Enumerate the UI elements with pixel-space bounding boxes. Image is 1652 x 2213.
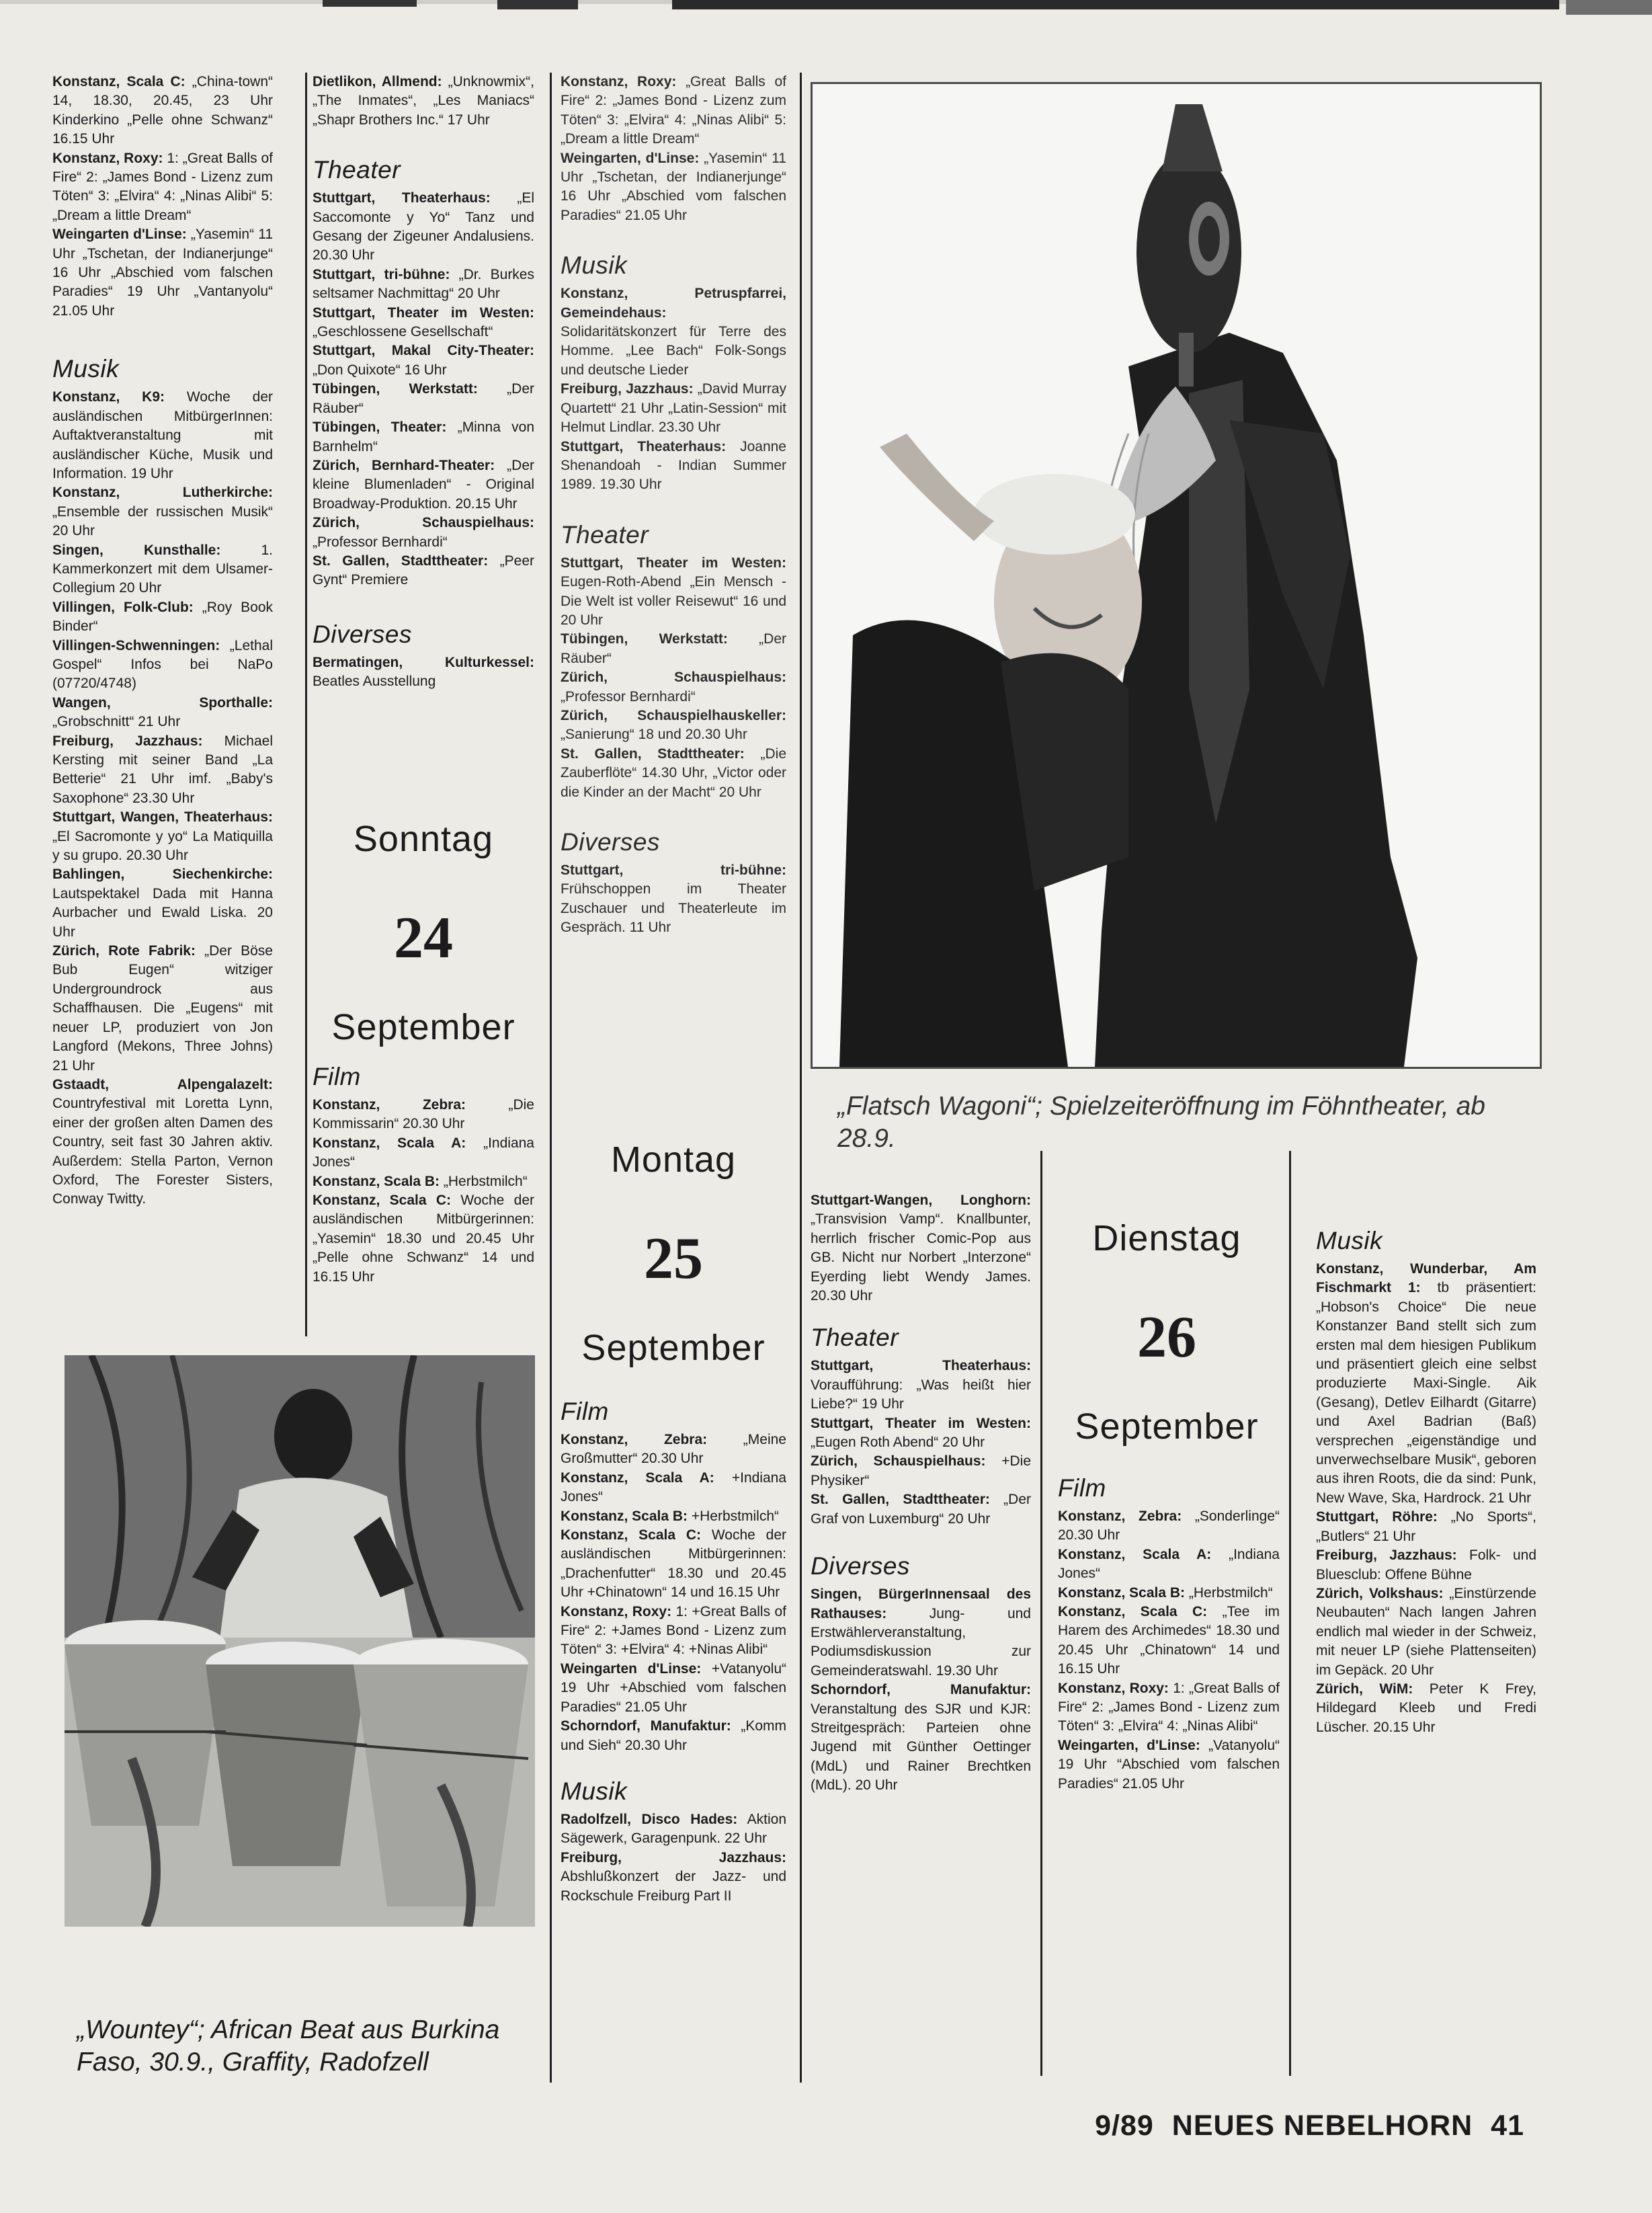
- venue-name: Konstanz, Scala A:: [1058, 1546, 1212, 1562]
- col1-entries-a: [52, 73, 273, 321]
- listing-entry: [561, 1717, 786, 1755]
- event-details: „Der Räuber“: [313, 381, 534, 416]
- venue-name: Stuttgart, Wangen, Theaterhaus:: [52, 809, 273, 826]
- listing-entry: [561, 668, 786, 707]
- event-details: „Roy Book Binder“: [52, 599, 273, 635]
- event-details: 1: „Great Balls of Fire“ 2: „James Bond - Lizenz zum Töten“ 3: „Elvira“ 4: „Ninas Alibi“ 5: „Dream a little Dream“: [52, 150, 273, 223]
- section-heading-musik: Musik: [1316, 1227, 1383, 1254]
- venue-name: Stuttgart, tri-bühne:: [561, 862, 786, 878]
- event-details: „Great Balls of Fire“ 2: „James Bond - Lizenz zum Töten“ 3: „Elvira“ 4: „Ninas Alibi“ 5: „Dream a little Dream“: [561, 74, 786, 147]
- event-details: „Grobschnitt“ 21 Uhr: [52, 714, 181, 730]
- listing-entry: [811, 1452, 1031, 1490]
- event-details: Abshlußkonzert der Jazz- und Rockschule Freiburg Part II: [561, 1869, 786, 1904]
- event-details: „Indiana Jones“: [313, 1135, 534, 1170]
- event-details: „Einstürzende Neubauten“ Nach langen Jahren endlich mal wieder in der Schweiz, mit neuer LP (siehe Plattenseiten) im Gepäck. 20 Uhr: [1316, 1585, 1536, 1678]
- listing-entry: [52, 808, 273, 865]
- venue-name: Tübingen, Werkstatt:: [561, 631, 728, 647]
- listing-entry: [52, 483, 273, 540]
- event-details: +Indiana Jones“: [561, 1470, 787, 1505]
- listing-entry: [811, 1357, 1031, 1414]
- listing-entry: [313, 189, 534, 266]
- listing-entry: [561, 380, 786, 437]
- event-details: „Tee im Harem des Archimedes“ 18.30 und 20.45 Uhr „Chinatown“ 14 und 16.15 Uhr: [1058, 1604, 1280, 1677]
- event-details: „Dr. Burkes seltsamer Nachmittag“ 20 Uhr: [313, 266, 534, 302]
- event-details: „Lethal Gospel“ Infos bei NaPo (07720/4748): [52, 637, 273, 692]
- listing-entry: [561, 1431, 786, 1469]
- drummer-image: [65, 1355, 535, 1927]
- venue-name: Zürich, Schauspielhaus:: [561, 670, 786, 686]
- column-6: [1316, 1228, 1536, 1737]
- column-rule-1: [305, 73, 307, 1336]
- venue-name: Zürich, Bernhard-Theater:: [313, 457, 495, 473]
- event-details: „Herbstmilch“: [440, 1173, 528, 1189]
- section-heading-diverses: Diverses: [561, 828, 660, 856]
- listing-entry: [313, 514, 534, 552]
- listing-entry: [1316, 1508, 1536, 1546]
- day-month: September: [1075, 1406, 1259, 1447]
- venue-name: Stuttgart, tri-bühne:: [313, 266, 450, 282]
- venue-name: Konstanz, Roxy:: [561, 1603, 672, 1619]
- column-rule-3: [800, 73, 802, 2083]
- event-details: „Peer Gynt“ Premiere: [313, 553, 535, 588]
- event-details: Joanne Shenandoah - Indian Summer 1989. 19.30 Uhr: [561, 438, 786, 493]
- listing-entry: [811, 1490, 1031, 1529]
- listing-entry: [313, 1096, 534, 1134]
- event-details: Veranstaltung des SJR und KJR: Streitgespräch: Parteien ohne Jugend mit Günther Oettinger (MdL) und Rainer Brechtken (MdL). 20 Uhr: [811, 1701, 1031, 1794]
- venue-name: St. Gallen, Stadttheater:: [313, 553, 489, 569]
- venue-name: Weingarten d'Linse:: [52, 227, 187, 243]
- listing-entry: [52, 541, 273, 598]
- venue-name: Zürich, Schauspielhauskeller:: [561, 707, 786, 723]
- column-2-film: [313, 1063, 534, 1287]
- venue-name: Weingarten, d'Linse:: [561, 150, 700, 166]
- event-details: „Unknowmix“, „The Inmates“, „Les Maniacs“ „Shapr Brothers Inc.“ 17 Uhr: [313, 74, 534, 128]
- page-footer: [1095, 2109, 1524, 2142]
- col2-entries-a: [313, 73, 534, 130]
- event-details: Peter K Frey, Hildegard Kleeb und Fredi Lüscher. 20.15 Uhr: [1316, 1681, 1537, 1735]
- photo-flatsch-wagoni: [811, 82, 1542, 1069]
- listing-entry: [1316, 1584, 1536, 1680]
- column-3-lower: [561, 1398, 786, 1906]
- event-details: Eugen-Roth-Abend „Ein Mensch - Die Welt ist voller Reisewut“ 16 und 20 Uhr: [561, 574, 786, 628]
- venue-name: Konstanz, Roxy:: [561, 74, 677, 89]
- event-details: „No Sports“, „Butlers“ 21 Uhr: [1316, 1509, 1536, 1544]
- event-details: „Yasemin“ 11 Uhr „Tschetan, der Indianerjunge“ 16 Uhr „Abschied vom falschen Paradies“ 19 Uhr „Vantanyolu“ 21.05 Uhr: [52, 227, 273, 319]
- listing-entry: [313, 1134, 534, 1172]
- col5-entries-a: [1058, 1507, 1280, 1794]
- page-number: 41: [1491, 2109, 1524, 2142]
- event-details: Beatles Ausstellung: [313, 674, 436, 690]
- col3-entries-e: [561, 1431, 786, 1755]
- venue-name: Weingarten d'Linse:: [561, 1660, 702, 1677]
- event-details: „Komm und Sieh“ 20.30 Uhr: [561, 1718, 786, 1753]
- event-details: „Ensemble der russischen Musik“ 20 Uhr: [52, 504, 273, 539]
- event-details: „Vatanyolu“ 19 Uhr “Abschied vom falschen Paradies“ 21.05 Uhr: [1058, 1737, 1280, 1792]
- listing-entry: [313, 380, 534, 418]
- section-heading-diverses: Diverses: [313, 620, 412, 648]
- venue-name: Freiburg, Jazzhaus:: [52, 733, 203, 749]
- day-number: 26: [1137, 1305, 1196, 1370]
- listing-entry: [561, 630, 786, 668]
- venue-name: Villingen-Schwenningen:: [52, 637, 220, 653]
- day-number: 24: [394, 906, 453, 971]
- venue-name: Zürich, WiM:: [1316, 1681, 1413, 1697]
- day-weekday: Dienstag: [1092, 1218, 1241, 1258]
- listing-entry: [313, 1172, 534, 1191]
- column-rule-5: [1289, 1151, 1291, 2076]
- col6-entries-a: [1316, 1260, 1536, 1737]
- event-details: „Herbstmilch“: [1185, 1584, 1273, 1601]
- listing-entry: [1316, 1680, 1536, 1737]
- event-details: 1: +Great Balls of Fire“ 2: +James Bond - Lizenz zum Töten“ 3: +Elvira“ 4: +Ninas Alibi“: [561, 1603, 786, 1658]
- venue-name: Stuttgart, Theaterhaus:: [561, 438, 727, 454]
- section-heading-film: Film: [561, 1398, 609, 1425]
- listing-entry: [561, 1603, 786, 1660]
- event-details: „China-town“ 14, 18.30, 20.45, 23 Uhr Kinderkino „Pelle ohne Schwanz“ 16.15 Uhr: [52, 74, 273, 147]
- venue-name: Stuttgart, Theaterhaus:: [811, 1358, 1031, 1374]
- col3-entries-d: [561, 861, 786, 938]
- listing-entry: [811, 1585, 1031, 1681]
- venue-name: Wangen, Sporthalle:: [52, 694, 273, 711]
- listing-entry: [52, 73, 273, 149]
- listing-entry: [1058, 1584, 1280, 1603]
- listing-entry: [313, 304, 534, 342]
- col1-entries-b: [52, 388, 273, 1209]
- venue-name: Stuttgart, Theater im Westen:: [561, 555, 786, 571]
- listing-entry: [52, 225, 273, 321]
- event-details: „Geschlossene Gesellschaft“: [313, 324, 493, 340]
- venue-name: Stuttgart, Makal City-Theater:: [313, 343, 534, 359]
- listing-entry: [561, 1660, 786, 1717]
- listing-entry: [561, 73, 786, 149]
- event-details: „Professor Bernhardi“: [561, 688, 696, 705]
- listing-entry: [561, 707, 786, 745]
- event-details: „Sonderlinge“ 20.30 Uhr: [1058, 1508, 1280, 1543]
- day-weekday: Sonntag: [353, 819, 494, 859]
- event-details: +Vatanyolu“ 19 Uhr +Abschied vom falschen Paradies“ 21.05 Uhr: [561, 1660, 786, 1715]
- listing-entry: [52, 942, 273, 1076]
- listing-entry: [561, 745, 786, 802]
- venue-name: Freiburg, Jazzhaus:: [561, 1849, 786, 1865]
- column-1: [52, 73, 273, 1209]
- venue-name: St. Gallen, Stadttheater:: [811, 1492, 990, 1508]
- event-details: Folk- und Bluesclub: Offene Bühne: [1316, 1547, 1537, 1582]
- venue-name: Konstanz, Scala B:: [313, 1173, 440, 1189]
- venue-name: Stuttgart, Theaterhaus:: [313, 190, 491, 206]
- listing-entry: [313, 418, 534, 456]
- venue-name: Tübingen, Werkstatt:: [313, 381, 478, 397]
- col2-entries-c: [313, 653, 534, 692]
- event-details: „Transvision Vamp“. Knallbunter, herrlich frischer Comic-Pop aus GB. Nicht nur Norbert „Interzone“ Eyerding liebt Wendy James. 20.30 Uhr: [811, 1211, 1031, 1304]
- listing-entry: [1316, 1546, 1536, 1584]
- day-block-sonntag: [313, 819, 534, 1047]
- listing-entry: [811, 1681, 1031, 1795]
- listing-entry: [313, 341, 534, 380]
- listing-entry: [313, 1191, 534, 1287]
- listing-entry: [52, 1076, 273, 1209]
- venue-name: Konstanz, Scala A:: [561, 1470, 714, 1486]
- day-block-dienstag: [1052, 1218, 1281, 1447]
- listing-entry: [1058, 1679, 1280, 1736]
- venue-name: Singen, Kunsthalle:: [52, 542, 221, 558]
- section-heading-musik: Musik: [561, 251, 628, 280]
- event-details: „Der kleine Blumenladen“ - Original Broadway-Produktion. 20.15 Uhr: [313, 457, 534, 512]
- event-details: „Die Kommissarin“ 20.30 Uhr: [313, 1097, 534, 1132]
- col2-entries-b: [313, 189, 534, 590]
- listing-entry: [52, 694, 273, 732]
- listing-entry: [561, 1526, 786, 1603]
- venue-name: Konstanz, Zebra:: [561, 1432, 708, 1447]
- venue-name: Zürich, Rote Fabrik:: [52, 943, 196, 959]
- listing-entry: [52, 732, 273, 809]
- issue-number: 9/89: [1095, 2109, 1154, 2142]
- event-details: „Eugen Roth Abend“ 20 Uhr: [811, 1435, 985, 1451]
- event-details: 1: „Great Balls of Fire“ 2: „James Bond - Lizenz zum Töten“ 3: „Elvira“ 4: „Ninas Alibi“: [1058, 1680, 1280, 1734]
- event-details: Woche der ausländischen Mitbürgerinnen: „Yasemin“ 18.30 und 20.45 Uhr „Pelle ohne Schwanz“ 14 und 16.15 Uhr: [313, 1193, 535, 1285]
- top-edge-strip: [0, 0, 1652, 15]
- listing-entry: [313, 266, 534, 304]
- caption-wountey: „Wountey“; African Beat aus Burkina Faso, 30.9., Graffity, Radofzell: [77, 2015, 500, 2077]
- venue-name: Konstanz, Roxy:: [52, 150, 163, 166]
- venue-name: Konstanz, Scala C:: [313, 1193, 452, 1209]
- venue-name: Tübingen, Theater:: [313, 419, 447, 436]
- venue-name: Stuttgart, Röhre:: [1316, 1509, 1438, 1525]
- event-details: „Sanierung“ 18 und 20.30 Uhr: [561, 727, 747, 743]
- venue-name: Stuttgart, Theater im Westen:: [811, 1415, 1031, 1431]
- column-5: [1058, 1475, 1280, 1794]
- column-rule-2: [550, 73, 552, 2083]
- listing-entry: [1058, 1603, 1280, 1679]
- venue-name: Schorndorf, Manufaktur:: [811, 1682, 1031, 1698]
- event-details: „Don Quixote“ 16 Uhr: [313, 362, 447, 378]
- day-number: 25: [644, 1226, 703, 1291]
- performers-gasmask-image: [813, 84, 1540, 1067]
- section-heading-musik: Musik: [52, 355, 120, 383]
- listing-entry: [1058, 1736, 1280, 1794]
- listing-entry: [1316, 1260, 1536, 1508]
- col4-entries-b: [811, 1357, 1031, 1529]
- listing-entry: [561, 1810, 786, 1849]
- venue-name: Zürich, Schauspielhaus:: [811, 1453, 986, 1470]
- venue-name: Freiburg, Jazzhaus:: [561, 381, 694, 397]
- event-details: Michael Kersting mit seiner Band „La Betterie“ 21 Uhr imf. „Baby's Saxophone“ 23.30 Uhr: [52, 733, 273, 806]
- venue-name: Konstanz, Petruspfarrei, Gemeindehaus:: [561, 286, 786, 321]
- magazine-name: NEUES NEBELHORN: [1171, 2109, 1473, 2142]
- venue-name: St. Gallen, Stadttheater:: [561, 746, 745, 762]
- event-details: „Der Graf von Luxemburg“ 20 Uhr: [811, 1492, 1031, 1527]
- section-heading-theater: Theater: [561, 520, 649, 549]
- caption-flatsch-wagoni: „Flatsch Wagoni“; Spielzeiteröffnung im Föhntheater, ab 28.9.: [837, 1092, 1485, 1153]
- venue-name: Zürich, Volkshaus:: [1316, 1585, 1444, 1601]
- venue-name: Gstaadt, Alpengalazelt:: [52, 1076, 273, 1092]
- section-heading-film: Film: [313, 1063, 361, 1090]
- event-details: „Die Zauberflöte“ 14.30 Uhr, „Victor oder die Kinder an der Macht“ 20 Uhr: [561, 746, 787, 800]
- event-details: „El Sacromonte y yo“ La Matiquilla y su grupo. 20.30 Uhr: [52, 828, 273, 864]
- listing-entry: [561, 1507, 786, 1526]
- venue-name: Konstanz, Zebra:: [1058, 1508, 1182, 1524]
- col3-entries-a: [561, 73, 786, 225]
- event-details: Woche der ausländischen MitbürgerInnen: Auftaktveranstaltung mit ausländischer Küche, Musik und Information. 19 Uhr: [52, 389, 274, 481]
- listing-entry: [811, 1414, 1031, 1453]
- event-details: Frühschoppen im Theater Zuschauer und Theaterleute im Gespräch. 11 Uhr: [561, 881, 786, 936]
- listing-entry: [313, 552, 534, 590]
- day-month: September: [331, 1007, 515, 1047]
- venue-name: Dietlikon, Allmend:: [313, 74, 442, 89]
- venue-name: Konstanz, Wunderbar, Am Fischmarkt 1:: [1316, 1261, 1536, 1296]
- column-3: [561, 73, 786, 938]
- venue-name: Schorndorf, Manufaktur:: [561, 1718, 731, 1734]
- listing-entry: [52, 865, 273, 942]
- col3-entries-c: [561, 554, 786, 802]
- event-details: „Yasemin“ 11 Uhr „Tschetan, der Indianerjunge“ 16 Uhr „Abschied vom falschen Paradies“ 21.05 Uhr: [561, 150, 786, 223]
- listing-entry: [52, 637, 273, 694]
- listing-entry: [1058, 1507, 1280, 1545]
- listing-entry: [52, 149, 273, 226]
- venue-name: Konstanz, Scala C:: [561, 1527, 702, 1543]
- venue-name: Zürich, Schauspielhaus:: [313, 515, 534, 531]
- event-details: „Indiana Jones“: [1058, 1546, 1280, 1582]
- col4-entries-a: [811, 1191, 1031, 1305]
- col3-entries-b: [561, 284, 786, 494]
- event-details: „Der Räuber“: [561, 631, 786, 666]
- venue-name: Konstanz, K9:: [52, 389, 165, 405]
- event-details: Countryfestival mit Loretta Lynn, einer der großen alten Damen des Country, seit fast 30 Jahren aktiv. Außerdem: Stella Parton, Vernon Oxford, The Forester Sisters, Conway Twitty.: [52, 1096, 273, 1207]
- venue-name: Konstanz, Zebra:: [313, 1097, 466, 1113]
- event-details: Jung- und Erstwählerveranstaltung, Podiumsdiskussion zur Gemeinderatswahl. 19.30 Uhr: [811, 1605, 1031, 1679]
- event-details: „Professor Bernhardi“: [313, 534, 448, 550]
- venue-name: Konstanz, Scala C:: [52, 74, 185, 89]
- column-rule-4: [1040, 1151, 1042, 2076]
- venue-name: Stuttgart-Wangen, Longhorn:: [811, 1193, 1031, 1208]
- event-details: Lautspektakel Dada mit Hanna Aurbacher und Ewald Liska. 20 Uhr: [52, 885, 273, 940]
- listing-entry: [52, 388, 273, 483]
- listing-entry: [313, 73, 534, 130]
- venue-name: Bermatingen, Kulturkessel:: [313, 654, 534, 670]
- day-block-montag: [561, 1139, 786, 1368]
- section-heading-diverses: Diverses: [811, 1552, 910, 1580]
- venue-name: Freiburg, Jazzhaus:: [1316, 1547, 1457, 1564]
- event-details: „Der Böse Bub Eugen“ witziger Undergroundrock aus Schaffhausen. Die „Eugens“ mit neuer LP, produziert von Jon Langford (Mekons, Three Johns) 21 Uhr: [52, 943, 273, 1074]
- photo-wountey: [65, 1355, 535, 1927]
- event-details: +Herbstmilch“: [688, 1508, 779, 1524]
- venue-name: Konstanz, Scala A:: [313, 1135, 466, 1151]
- venue-name: Konstanz, Scala B:: [1058, 1584, 1186, 1601]
- listing-entry: [313, 653, 534, 692]
- venue-name: Konstanz, Scala B:: [561, 1508, 688, 1524]
- venue-name: Bahlingen, Siechenkirche:: [52, 867, 273, 883]
- listing-entry: [52, 598, 273, 637]
- venue-name: Singen, BürgerInnensaal des Rathauses:: [811, 1586, 1031, 1621]
- event-details: Voraufführung: „Was heißt hier Liebe?“ 19 Uhr: [811, 1377, 1031, 1412]
- day-month: September: [581, 1328, 766, 1368]
- section-heading-theater: Theater: [313, 156, 401, 184]
- listing-entry: [561, 861, 786, 938]
- venue-name: Konstanz, Lutherkirche:: [52, 485, 273, 501]
- section-heading-musik: Musik: [561, 1777, 628, 1805]
- venue-name: Konstanz, Scala C:: [1058, 1604, 1208, 1620]
- event-details: Solidaritätskonzert für Terre des Homme. „Lee Bach“ Folk-Songs und deutsche Lieder: [561, 324, 786, 378]
- column-4: [811, 1191, 1031, 1796]
- column-2: [313, 73, 534, 692]
- venue-name: Weingarten, d'Linse:: [1058, 1737, 1200, 1753]
- event-details: tb präsentiert: „Hobson's Choice“ Die neue Konstanzer Band stellt sich zum ersten mal dem hiesigen Publikum und präsentiert gleich eine selbst produzierte Maxi-Single. Aik (Gesang), Detlev Eilhardt (Gitarre) und Axel Badrian (Baß) versprechen „eigenständige und unverwechselbare Musik“, geboren aus ihren Roots, die da sind: Punk, New Wave, Ska, Hardrock. 21 Uhr: [1316, 1280, 1536, 1506]
- section-heading-theater: Theater: [811, 1324, 899, 1352]
- venue-name: Stuttgart, Theater im Westen:: [313, 305, 534, 321]
- listing-entry: [561, 1469, 786, 1507]
- event-details: +Die Physiker“: [811, 1453, 1031, 1488]
- event-details: „Minna von Barnhelm“: [313, 419, 535, 454]
- listing-entry: [1058, 1545, 1280, 1584]
- event-details: Aktion Sägewerk, Garagenpunk. 22 Uhr: [561, 1811, 786, 1847]
- event-details: „El Saccomonte y Yo“ Tanz und Gesang der Zigeuner Andalusiens. 20.30 Uhr: [313, 190, 534, 264]
- venue-name: Konstanz, Roxy:: [1058, 1680, 1169, 1696]
- event-details: „David Murray Quartett“ 21 Uhr „Latin-Session“ mit Helmut Lindlar. 23.30 Uhr: [561, 381, 786, 436]
- venue-name: Villingen, Folk-Club:: [52, 599, 194, 615]
- listing-entry: [561, 284, 786, 380]
- listing-entry: [811, 1191, 1031, 1305]
- listing-entry: [561, 554, 786, 631]
- col4-entries-c: [811, 1585, 1031, 1795]
- col2-entries-d: [313, 1096, 534, 1287]
- listing-entry: [561, 1849, 786, 1906]
- day-weekday: Montag: [610, 1139, 737, 1180]
- listing-entry: [561, 438, 786, 495]
- event-details: 1. Kammerkonzert mit dem Ulsamer-Collegium 20 Uhr: [52, 542, 273, 596]
- venue-name: Radolfzell, Disco Hades:: [561, 1811, 738, 1827]
- listing-entry: [561, 149, 786, 226]
- event-details: Woche der ausländischen Mitbürgerinnen: „Drachenfutter“ 18.30 und 20.45 Uhr +Chinatown“ 14 und 16.15 Uhr: [561, 1527, 787, 1601]
- section-heading-film: Film: [1058, 1474, 1106, 1502]
- listing-entry: [313, 456, 534, 514]
- event-details: „Meine Großmutter“ 20.30 Uhr: [561, 1432, 786, 1467]
- col3-entries-f: [561, 1810, 786, 1906]
